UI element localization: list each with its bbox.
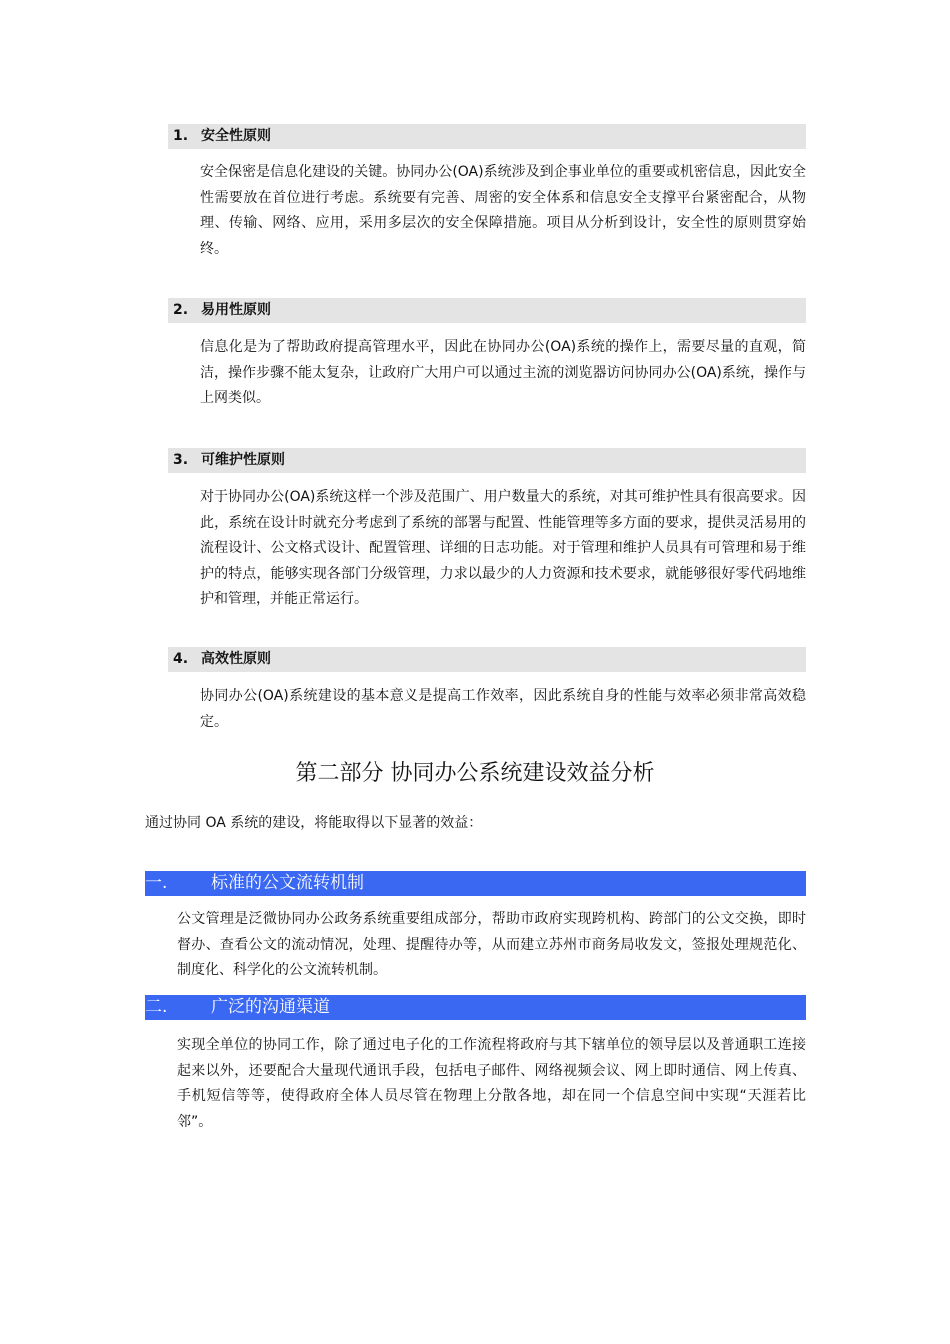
principle-heading-2 [168, 298, 806, 323]
benefit-body-1: 公文管理是泛微协同办公政务系统重要组成部分，帮助市政府实现跨机构、跨部门的公文交换，即时督办、查看公文的流动情况，处理、提醒待办等，从而建立苏州市商务局收发文，签报处理规范化、制度化、科学化的公文流转机制。 [177, 911, 806, 978]
principle-heading-3 [168, 448, 806, 473]
principle-number: 2. [173, 302, 189, 318]
principle-heading-1 [168, 124, 806, 149]
principle-number: 4. [173, 651, 189, 667]
principle-heading-4 [168, 647, 806, 672]
benefit-title: 广泛的沟通渠道 [211, 997, 330, 1017]
benefit-title: 标准的公文流转机制 [211, 873, 364, 893]
benefit-heading-2 [145, 995, 806, 1020]
benefit-body-2: 实现全单位的协同工作，除了通过电子化的工作流程将政府与其下辖单位的领导层以及普通职工连接起来以外，还要配合大量现代通讯手段，包括电子邮件、网络视频会议、网上即时通信、网上传真、手机短信等等，使得政府全体人员尽管在物理上分散各地，却在同一个信息空间中实现“天涯若比邻”。 [177, 1037, 806, 1130]
principle-number: 3. [173, 452, 189, 468]
benefit-number: 一. [145, 873, 168, 893]
benefit-heading-1 [145, 871, 806, 896]
principle-title: 易用性原则 [201, 302, 271, 318]
principle-body-2: 信息化是为了帮助政府提高管理水平，因此在协同办公(OA)系统的操作上，需要尽量的直观，简洁，操作步骤不能太复杂，让政府广大用户可以通过主流的浏览器访问协同办公(OA)系统，操作与上网类似。 [200, 339, 806, 406]
principle-number: 1. [173, 128, 189, 144]
benefit-number: 二. [145, 997, 168, 1017]
part-title: 第二部分 协同办公系统建设效益分析 [295, 761, 655, 786]
principle-title: 可维护性原则 [201, 452, 285, 468]
principle-body-1: 安全保密是信息化建设的关键。协同办公(OA)系统涉及到企事业单位的重要或机密信息，因此安全性需要放在首位进行考虑。系统要有完善、周密的安全体系和信息安全支撑平台紧密配合，从物理、传输、网络、应用，采用多层次的安全保障措施。项目从分析到设计，安全性的原则贯穿始终。 [200, 164, 806, 257]
principle-body-4: 协同办公(OA)系统建设的基本意义是提高工作效率，因此系统自身的性能与效率必须非常高效稳定。 [200, 688, 806, 730]
principle-body-3: 对于协同办公(OA)系统这样一个涉及范围广、用户数量大的系统，对其可维护性具有很高要求。因此，系统在设计时就充分考虑到了系统的部署与配置、性能管理等多方面的要求，提供灵活易用的流程设计、公文格式设计、配置管理、详细的日志功能。对于管理和维护人员具有可管理和易于维护的特点，能够实现各部门分级管理，力求以最少的人力资源和技术要求，就能够很好零代码地维护和管理，并能正常运行。 [200, 489, 806, 607]
principle-title: 安全性原则 [201, 128, 271, 144]
principle-title: 高效性原则 [201, 651, 271, 667]
intro-text: 通过协同 OA 系统的建设，将能取得以下显著的效益： [145, 815, 483, 831]
